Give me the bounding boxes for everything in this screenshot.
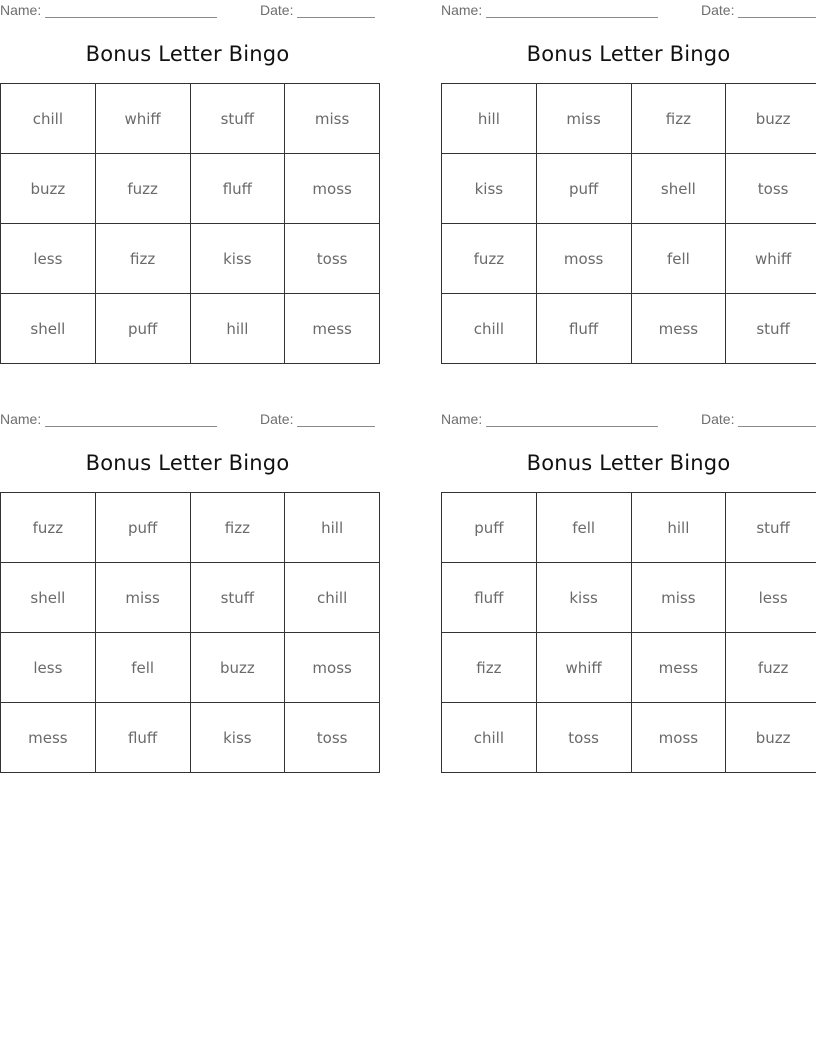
grid-cell: chill (442, 294, 537, 364)
grid-cell: kiss (536, 563, 631, 633)
card-title: Bonus Letter Bingo (526, 42, 731, 66)
grid-cell: fuzz (726, 633, 816, 703)
grid-cell: fuzz (95, 154, 190, 224)
grid-row (1, 294, 380, 364)
grid-row (442, 294, 816, 364)
grid-cell: fluff (190, 154, 285, 224)
grid-cell: moss (285, 633, 380, 703)
grid-cell: buzz (726, 703, 816, 773)
grid-cell: stuff (190, 84, 285, 154)
grid-cell: mess (631, 294, 726, 364)
grid-cell: less (726, 563, 816, 633)
name-blank-line (486, 426, 658, 427)
date-blank-line (297, 426, 375, 427)
grid-row (1, 84, 380, 154)
card-title: Bonus Letter Bingo (85, 451, 290, 475)
grid-cell: fluff (95, 703, 190, 773)
grid-cell: fizz (190, 493, 285, 563)
date-label: Date: (260, 2, 294, 18)
date-label: Date: (701, 411, 735, 427)
name-blank-line (45, 426, 217, 427)
date-label: Date: (701, 2, 735, 18)
bingo-card-4 (441, 409, 816, 747)
name-label: Name: (0, 411, 42, 427)
grid-cell: toss (536, 703, 631, 773)
grid-cell: toss (726, 154, 816, 224)
date-blank-line (738, 17, 816, 18)
grid-cell: hill (631, 493, 726, 563)
bingo-grid (441, 83, 816, 364)
grid-cell: chill (1, 84, 96, 154)
grid-row (1, 154, 380, 224)
grid-cell: buzz (1, 154, 96, 224)
grid-cell: hill (442, 84, 537, 154)
name-label: Name: (441, 2, 483, 18)
grid-cell: shell (631, 154, 726, 224)
grid-row (1, 703, 380, 773)
card-header (441, 0, 816, 22)
grid-cell: puff (442, 493, 537, 563)
grid-cell: buzz (190, 633, 285, 703)
card-header (441, 409, 816, 431)
grid-cell: shell (1, 563, 96, 633)
grid-cell: less (1, 224, 96, 294)
bingo-card-3 (0, 409, 375, 747)
name-label: Name: (441, 411, 483, 427)
card-header (0, 0, 375, 22)
bingo-grid (0, 83, 380, 364)
grid-cell: stuff (726, 294, 816, 364)
grid-cell: kiss (442, 154, 537, 224)
grid-cell: miss (95, 563, 190, 633)
grid-cell: moss (536, 224, 631, 294)
card-title: Bonus Letter Bingo (85, 42, 290, 66)
grid-cell: puff (95, 493, 190, 563)
grid-cell: miss (536, 84, 631, 154)
card-title: Bonus Letter Bingo (526, 451, 731, 475)
grid-cell: moss (285, 154, 380, 224)
grid-cell: toss (285, 224, 380, 294)
grid-cell: fluff (442, 563, 537, 633)
grid-cell: mess (1, 703, 96, 773)
date-label: Date: (260, 411, 294, 427)
bingo-card-1 (0, 0, 375, 338)
bingo-card-2 (441, 0, 816, 338)
grid-cell: fell (95, 633, 190, 703)
grid-cell: moss (631, 703, 726, 773)
grid-cell: whiff (726, 224, 816, 294)
grid-cell: stuff (190, 563, 285, 633)
grid-cell: toss (285, 703, 380, 773)
grid-cell: whiff (95, 84, 190, 154)
grid-cell: kiss (190, 224, 285, 294)
bingo-grid (441, 492, 816, 773)
grid-cell: miss (631, 563, 726, 633)
grid-row (442, 84, 816, 154)
grid-row (1, 633, 380, 703)
grid-row (442, 154, 816, 224)
grid-cell: hill (285, 493, 380, 563)
grid-row (442, 563, 816, 633)
grid-cell: puff (536, 154, 631, 224)
grid-row (1, 493, 380, 563)
grid-cell: chill (285, 563, 380, 633)
grid-row (442, 703, 816, 773)
grid-cell: puff (95, 294, 190, 364)
name-label: Name: (0, 2, 42, 18)
name-blank-line (45, 17, 217, 18)
grid-cell: kiss (190, 703, 285, 773)
grid-cell: hill (190, 294, 285, 364)
grid-row (442, 633, 816, 703)
grid-cell: less (1, 633, 96, 703)
grid-cell: fell (631, 224, 726, 294)
grid-cell: miss (285, 84, 380, 154)
grid-cell: whiff (536, 633, 631, 703)
grid-cell: stuff (726, 493, 816, 563)
grid-cell: fuzz (1, 493, 96, 563)
grid-cell: mess (285, 294, 380, 364)
name-blank-line (486, 17, 658, 18)
grid-cell: fizz (631, 84, 726, 154)
grid-cell: chill (442, 703, 537, 773)
grid-row (442, 224, 816, 294)
grid-cell: fell (536, 493, 631, 563)
grid-cell: fizz (442, 633, 537, 703)
grid-cell: fuzz (442, 224, 537, 294)
grid-cell: mess (631, 633, 726, 703)
date-blank-line (297, 17, 375, 18)
grid-row (1, 563, 380, 633)
date-blank-line (738, 426, 816, 427)
grid-cell: fluff (536, 294, 631, 364)
grid-cell: shell (1, 294, 96, 364)
grid-cell: buzz (726, 84, 816, 154)
grid-row (1, 224, 380, 294)
grid-cell: fizz (95, 224, 190, 294)
card-header (0, 409, 375, 431)
grid-row (442, 493, 816, 563)
bingo-grid (0, 492, 380, 773)
